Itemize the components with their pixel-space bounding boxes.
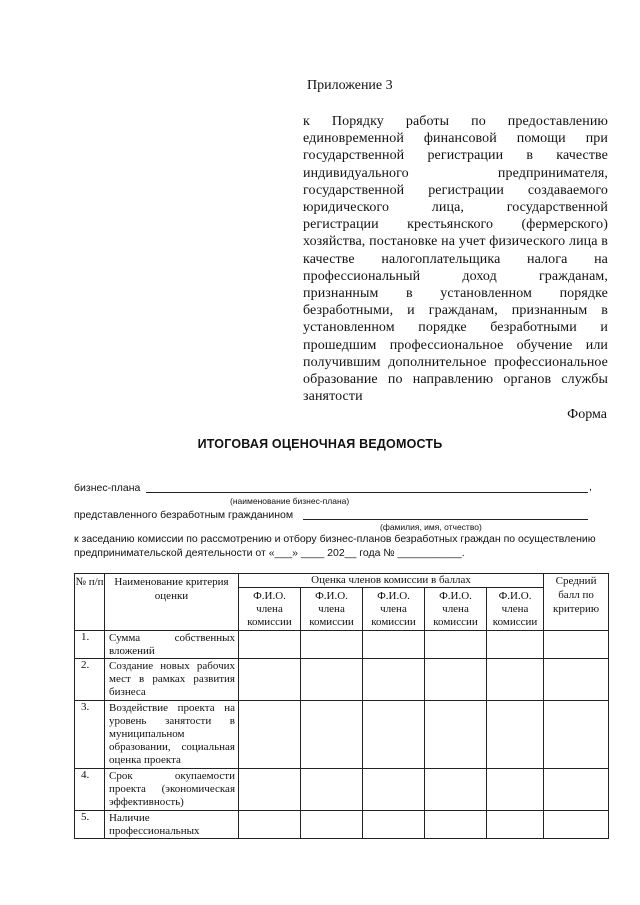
score-cell[interactable]	[239, 811, 301, 839]
header-num: № п/п	[75, 574, 105, 631]
presented-hint: (фамилия, имя, отчество)	[380, 522, 482, 532]
appendix-title: Приложение 3	[307, 78, 393, 93]
score-cell[interactable]	[363, 769, 425, 811]
score-cell[interactable]	[425, 811, 487, 839]
score-cell[interactable]	[487, 659, 544, 701]
header-criterion: Наименование критерия оценки	[105, 574, 239, 631]
table-row	[75, 701, 609, 769]
score-cell[interactable]	[239, 631, 301, 659]
presented-underline[interactable]	[303, 519, 588, 520]
score-cell[interactable]	[487, 811, 544, 839]
score-cell[interactable]	[301, 701, 363, 769]
score-cell[interactable]	[301, 659, 363, 701]
score-cell[interactable]	[239, 659, 301, 701]
row-num: 4.	[75, 769, 105, 811]
presented-label: представленного безработным гражданином	[74, 509, 294, 521]
table-row	[75, 769, 609, 811]
score-cell[interactable]	[301, 811, 363, 839]
document-title: ИТОГОВАЯ ОЦЕНОЧНАЯ ВЕДОМОСТЬ	[197, 437, 443, 451]
score-cell[interactable]	[301, 769, 363, 811]
business-plan-comma: ,	[589, 481, 592, 493]
score-cell[interactable]	[363, 659, 425, 701]
score-cell[interactable]	[301, 631, 363, 659]
row-num: 1.	[75, 631, 105, 659]
row-num: 3.	[75, 701, 105, 769]
average-cell[interactable]	[544, 701, 609, 769]
row-criterion: Сумма собственных вложений	[105, 631, 239, 659]
score-cell[interactable]	[363, 701, 425, 769]
score-cell[interactable]	[487, 769, 544, 811]
form-label: Форма	[567, 407, 607, 422]
score-cell[interactable]	[487, 701, 544, 769]
average-cell[interactable]	[544, 811, 609, 839]
score-cell[interactable]	[363, 811, 425, 839]
header-member-4: Ф.И.О. члена комиссии	[425, 588, 487, 631]
header-member-2: Ф.И.О. члена комиссии	[301, 588, 363, 631]
header-member-5: Ф.И.О. члена комиссии	[487, 588, 544, 631]
business-plan-label: бизнес-плана	[74, 482, 141, 494]
header-commission-group: Оценка членов комиссии в баллах	[239, 574, 544, 588]
score-cell[interactable]	[487, 631, 544, 659]
score-cell[interactable]	[425, 769, 487, 811]
average-cell[interactable]	[544, 631, 609, 659]
score-cell[interactable]	[425, 659, 487, 701]
score-cell[interactable]	[239, 769, 301, 811]
table-row	[75, 631, 609, 659]
table-row	[75, 659, 609, 701]
header-average: Средний балл по критерию	[544, 574, 609, 631]
appendix-reference-text: к Порядку работы по предоставлению единовременной финансовой помощи при государственной регистрации в качестве индивидуального предпринимателя, государственной регистрации создаваемого юридического лица, государственной регистрации крестьянского (фермерского) хозяйства, постановке на учет физического лица в качестве налогоплательщика налога на профессиональный доход гражданам, признанным в установленном порядке безработными, и гражданам, признанным в установленном порядке безработными и прошедшим профессиональное обучение или получившим дополнительное профессиональное образование по направлению органов службы занятости	[303, 114, 608, 405]
row-criterion: Наличие профессиональных	[105, 811, 239, 839]
row-criterion: Срок окупаемости проекта (экономическая эффективность)	[105, 769, 239, 811]
average-cell[interactable]	[544, 659, 609, 701]
row-criterion: Создание новых рабочих мест в рамках развития бизнеса	[105, 659, 239, 701]
score-cell[interactable]	[425, 701, 487, 769]
row-criterion: Воздействие проекта на уровень занятости в муниципальном образовании, социальная оценка проекта	[105, 701, 239, 769]
evaluation-table	[74, 573, 609, 839]
row-num: 5.	[75, 811, 105, 839]
table-row	[75, 811, 609, 839]
average-cell[interactable]	[544, 769, 609, 811]
score-cell[interactable]	[363, 631, 425, 659]
business-plan-hint: (наименование бизнес-плана)	[230, 496, 350, 506]
row-num: 2.	[75, 659, 105, 701]
meeting-line-2: предпринимательской деятельности от «___» ____ 202__ года № ___________.	[74, 547, 465, 559]
business-plan-underline[interactable]	[146, 492, 588, 493]
score-cell[interactable]	[239, 701, 301, 769]
header-member-3: Ф.И.О. члена комиссии	[363, 588, 425, 631]
header-member-1: Ф.И.О. члена комиссии	[239, 588, 301, 631]
score-cell[interactable]	[425, 631, 487, 659]
meeting-line-1: к заседанию комиссии по рассмотрению и отбору бизнес-планов безработных граждан по осуществлению	[74, 533, 596, 545]
